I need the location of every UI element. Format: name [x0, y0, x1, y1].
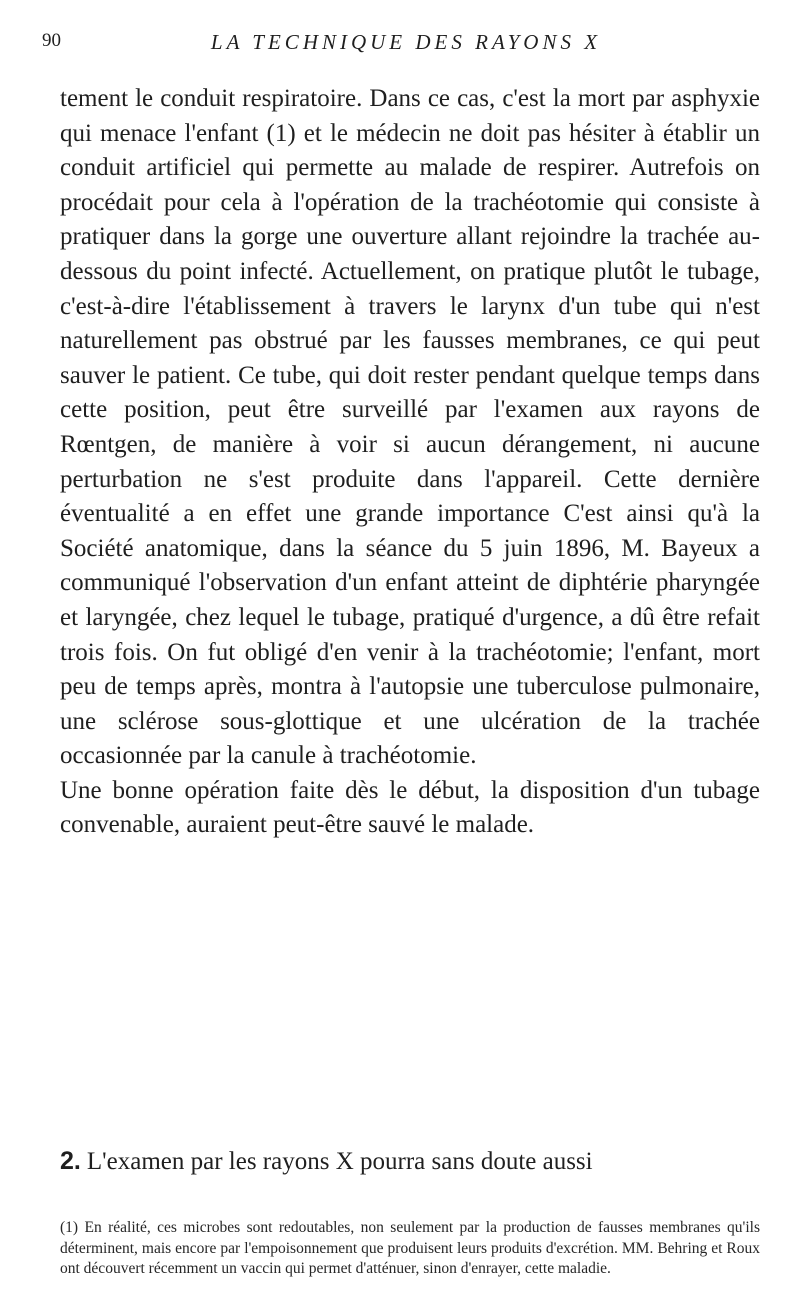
page-number: 90: [42, 30, 61, 51]
running-head: [42, 30, 770, 58]
footnote: (1) En réalité, ces microbes sont redoutables, non seulement par la production de fausses membranes qu'ils déterminent, mais encore par l'empoisonnement que produisent leurs produits d'excrétion. MM. Behring et Roux ont découvert récemment un vaccin qui permet d'atténuer, sinon d'enrayer, cette maladie.: [60, 1219, 760, 1277]
main-text: [60, 82, 760, 843]
section-text: L'examen par les rayons X pourra sans doute aussi: [86, 1148, 593, 1175]
section-number: 2.: [60, 1147, 81, 1175]
section-paragraph: [60, 1144, 760, 1179]
running-title: LA TECHNIQUE DES RAYONS X: [210, 30, 602, 54]
paragraph: tement le conduit respiratoire. Dans ce cas, c'est la mort par asphyxie qui menace l'enfant (1) et le médecin ne doit pas hésiter à établir un conduit artificiel qui permette au malade de respirer. Autrefois on procédait pour cela à l'opération de la trachéotomie qui consiste à pratiquer dans la gorge une ouverture allant rejoindre la trachée au-dessous du point infecté. Actuellement, on pratique plutôt le tubage, c'est-à-dire l'établissement à travers le larynx d'un tube qui n'est naturellement pas obstrué par les fausses membranes, ce qui peut sauver le patient. Ce tube, qui doit rester pendant quelque temps dans cette position, peut être surveillé par l'examen aux rayons de Rœntgen, de manière à voir si aucun dérangement, ni aucune perturbation ne s'est produite dans l'appareil. Cette dernière éventualité a en effet une grande importance C'est ainsi qu'à la Société anatomique, dans la séance du 5 juin 1896, M. Bayeux a communiqué l'observation d'un enfant atteint de diphtérie pharyngée et laryngée, chez lequel le tubage, pratiqué d'urgence, a dû être refait trois fois. On fut obligé d'en venir à la trachéotomie; l'enfant, mort peu de temps après, montra à l'autopsie une tuberculose pulmonaire, une sclérose sous-glottique et une ulcération de la trachée occasionnée par la canule à trachéotomie.: [60, 85, 760, 770]
paragraph: Une bonne opération faite dès le début, la disposition d'un tubage convenable, auraient peut-être sauvé le malade.: [60, 776, 760, 839]
